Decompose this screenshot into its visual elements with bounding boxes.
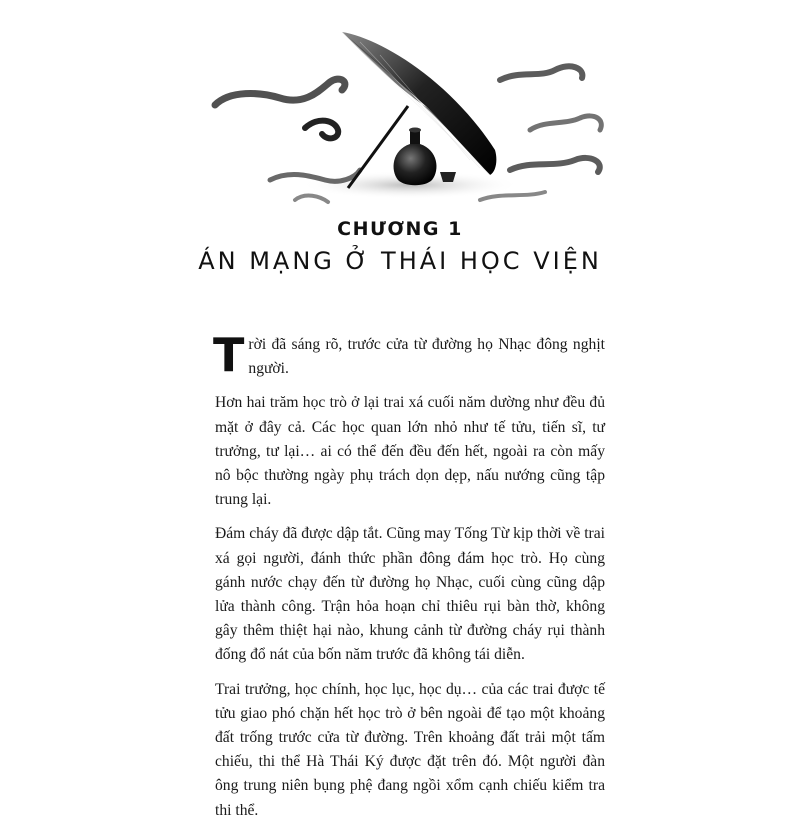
paragraph-1-text: rời đã sáng rõ, trước cửa từ đường họ Nhạc đông nghịt người. <box>248 336 605 378</box>
chapter-number: CHƯƠNG 1 <box>337 218 463 240</box>
paragraph-2: Hơn hai trăm học trò ở lại trai xá cuối năm dường như đều đủ mặt ở đây cả. Các học quan lớn nhỏ như tế tửu, tiến sĩ, tư trưởng, tư lại… ai có thể đến đều đến hết, ngoài ra còn mấy nô bộc thường ngày phụ trách dọn dẹp, nấu nướng cũng tập trung lại. <box>215 394 605 509</box>
paragraph-1 <box>213 328 605 382</box>
chapter-title: ÁN MẠNG Ở THÁI HỌC VIỆN <box>198 247 602 275</box>
paragraph-3: Đám cháy đã được dập tắt. Cũng may Tống Từ kịp thời về trai xá gọi người, đánh thức phần đông đám học trò. Họ cùng gánh nước chạy đến từ đường họ Nhạc, cuối cùng cũng dập lửa thành công. Trận hỏa hoạn chỉ thiêu rụi bàn thờ, không gây thêm thiệt hại nào, khung cảnh từ đường cháy rụi thành đống đổ nát của bốn năm trước đã không tái diễn. <box>215 525 605 664</box>
paragraph-4: Trai trưởng, học chính, học lục, học dụ… của các trai được tế tửu giao phó chặn hết học trò ở bên ngoài để tạo một khoảng đất trống trước cửa từ đường. Trên khoảng đất trải một tấm chiếu, thi thể Hà Thái Ký được đặt trên đó. Một người đàn ông trung niên bụng phệ đang ngồi xổm cạnh chiếu kiểm tra thi thể. <box>215 680 605 819</box>
umbrella-wine-jar-ink-illustration <box>210 20 610 215</box>
chapter-body <box>213 328 605 833</box>
drop-cap: T <box>213 328 245 382</box>
